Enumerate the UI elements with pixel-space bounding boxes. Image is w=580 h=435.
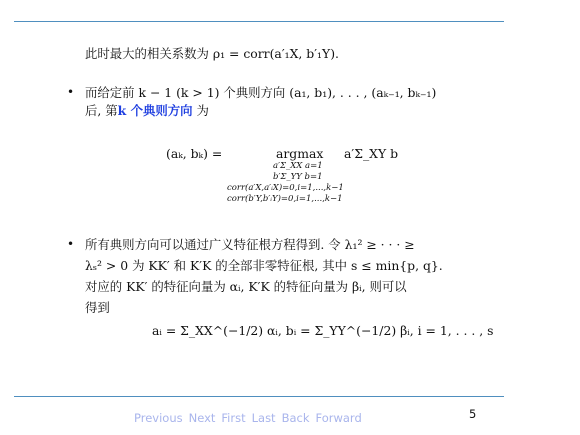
bullet1-line2 bbox=[85, 103, 209, 119]
formula1-lhs: (aₖ, bₖ) = bbox=[166, 146, 223, 161]
bullet-marker: • bbox=[67, 237, 75, 251]
kth-canonical-direction-highlight: k 个典则方向 bbox=[117, 103, 193, 118]
formula1-objective: a′Σ_XY b bbox=[344, 146, 399, 161]
formula1-operator: argmax bbox=[276, 146, 324, 161]
nav-first-link[interactable]: First bbox=[221, 411, 246, 425]
nav-back-link[interactable]: Back bbox=[281, 411, 310, 425]
nav-next-link[interactable]: Next bbox=[188, 411, 216, 425]
bullet2-line2: λₛ² > 0 为 KK′ 和 K′K 的全部非零特征根, 其中 s ≤ min{p, q}. bbox=[85, 258, 443, 273]
slide-navigation bbox=[134, 407, 368, 426]
formula1-constraint-2: b′Σ_YY b=1 bbox=[273, 172, 323, 182]
intro-text: 此时最大的相关系数为 ρ₁ = corr(a′₁X, b′₁Y). bbox=[85, 46, 339, 61]
formula1-constraint-3: corr(a′X,a′ᵢX)=0,i=1,...,k−1 bbox=[227, 183, 344, 193]
bullet2-line4: 得到 bbox=[85, 300, 110, 315]
bullet2-line3: 对应的 KK′ 的特征向量为 αᵢ, K′K 的特征向量为 βᵢ, 则可以 bbox=[85, 279, 407, 294]
nav-last-link[interactable]: Last bbox=[251, 411, 276, 425]
formula2: aᵢ = Σ_XX^(−1/2) αᵢ, bᵢ = Σ_YY^(−1/2) βᵢ, i = 1, . . . , s bbox=[152, 323, 494, 338]
bullet1-line2-prefix: 后, 第 bbox=[85, 103, 118, 118]
bottom-rule bbox=[14, 396, 504, 397]
bullet1-line1: 而给定前 k − 1 (k > 1) 个典则方向 (a₁, b₁), . . . , (aₖ₋₁, bₖ₋₁) bbox=[85, 85, 437, 100]
bullet2-line1: 所有典则方向可以通过广义特征根方程得到. 令 λ₁² ≥ · · · ≥ bbox=[85, 237, 415, 252]
formula1-constraint-4: corr(b′Y,b′ᵢY)=0,i=1,...,k−1 bbox=[227, 194, 343, 204]
nav-forward-link[interactable]: Forward bbox=[315, 411, 362, 425]
top-rule bbox=[14, 21, 504, 22]
bullet1-line2-suffix: 为 bbox=[192, 103, 209, 118]
formula1-constraint-1: a′Σ_XX a=1 bbox=[273, 161, 323, 171]
nav-previous-link[interactable]: Previous bbox=[134, 411, 183, 425]
bullet-marker: • bbox=[67, 85, 75, 99]
page-number: 5 bbox=[469, 407, 477, 421]
